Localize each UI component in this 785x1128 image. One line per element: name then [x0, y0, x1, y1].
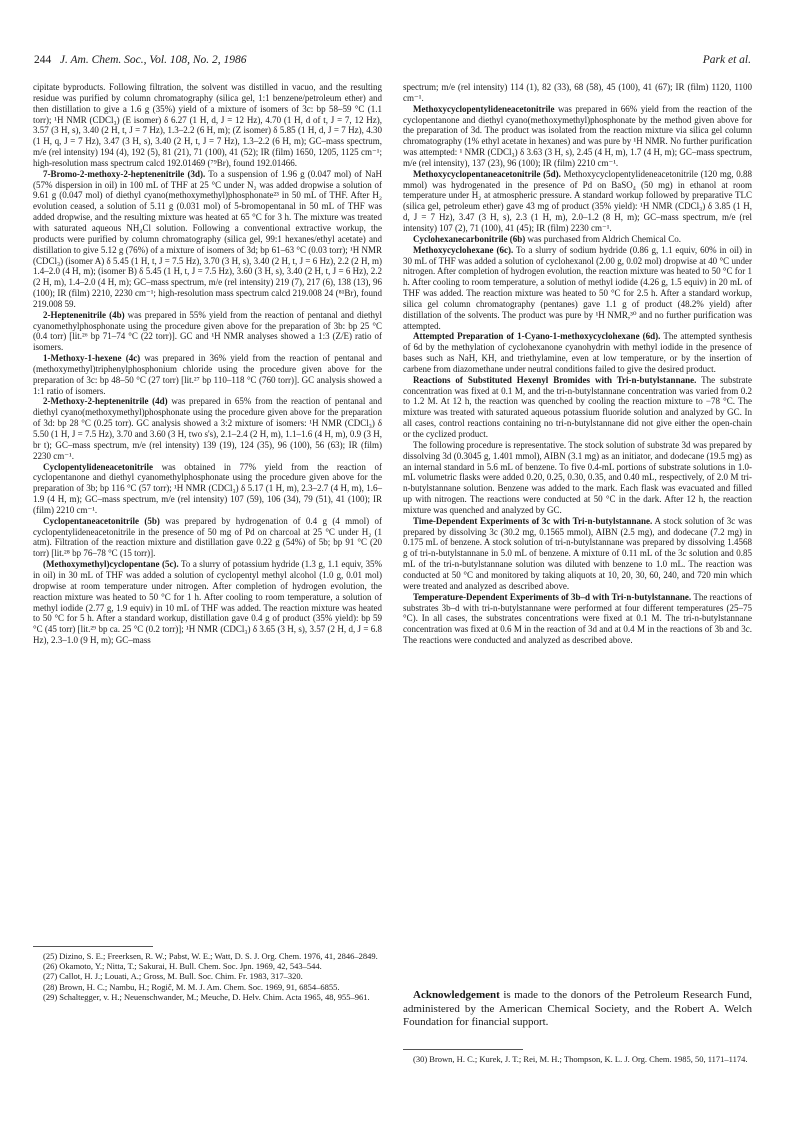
acknowledgement [403, 989, 752, 1030]
paragraph-heading: Cyclopentaneacetonitrile (5b) [43, 515, 160, 526]
paragraph-text: cipitate byproducts. Following filtration, the solvent was distilled in vacuo, and the resulting residue was purified by column chromatography (silica gel, 1:1 benzene/petroleum ether) and then distillation to give a 1.6 g (35%) yield of a mixture of isomers of 3c: bp 58–59 °C (1.1 torr); ¹H NMR (CDCl₃) (E isomer) δ 6.27 (1 H, d, J = 12 Hz), 4.70 (1 H, d of t, J = 7, 12 Hz), 3.57 (3 H, s), 3.40 (2 H, t, J = 7 Hz), 1.3–2.2 (6 H, m); (Z isomer) δ 5.85 (1 H, d, J = 7 Hz), 4.30 (1 H, q, J = 7 Hz), 3.47 (3 H, s), 3.40 (2 H, t, J = 7 Hz), 1.3–2.2 (6 H, m); GC–mass spectrum, m/e (rel intensity) 194 (4), 192 (5), 81 (21), 71 (100), 41 (52); IR (film) 1650, 1205, 1125 cm⁻¹; high-resolution mass spectrum calcd 192.01469 (⁷⁹Br), found 192.01466. [33, 82, 382, 168]
paragraph-heading: Methoxycyclohexane (6c). [413, 244, 514, 255]
paragraph-text: spectrum; m/e (rel intensity) 114 (1), 82 (33), 68 (58), 45 (100), 41 (67); IR (film) 1120, 1100 cm⁻¹. [403, 82, 752, 103]
paragraph [403, 82, 752, 104]
paragraph-text: was prepared in 36% yield from the reaction of pentanal and (methoxymethyl)triphenylphosphonium chloride using the procedure given above for the preparation of 3c: bp 48–50 °C (27 torr) [lit.²⁷ bp 110–118 °C (760 torr)]. GC analysis showed a 1:1 ratio of isomers. [33, 353, 382, 396]
paragraph [33, 559, 382, 646]
reference-item: (29) Schaltegger, v. H.; Neuenschwander, M.; Meuche, D. Helv. Chim. Acta 1965, 48, 955–961. [43, 991, 370, 1002]
paragraph-heading: 2-Heptenenitrile (4b) [43, 309, 125, 320]
paragraph [403, 592, 752, 646]
paragraph-text: The reactions of substrates 3b–d with tri-n-butylstannane were performed at four different temperatures (25–75 °C). In all cases, the substrates concentrations were fixed at 0.1 M. The tri-n-butylstannane concentration was fixed at 0.6 M in the reaction of 3d and at 0.4 M in the reactions of 3b and 3c. The reactions were conducted and analyzed as described above. [403, 591, 752, 646]
paragraph-text: was prepared in 65% from the reaction of pentanal and diethyl cyano(methoxymethyl)phosphonate using the procedure given above for the preparation of 3d: bp 28 °C (0.25 torr). GC analysis showed a 3:2 mixture of isomers: ¹H NMR (CDCl₃) δ 5.50 (1 H, J = 7.5 Hz), 3.70 and 3.60 (3 H, two s's), 2.1–2.4 (2 H, m), 1.1–1.6 (4 H, m), 0.9 (3 H, br t); GC–mass spectrum, m/e (rel intensity) 139 (19), 124 (35), 96 (100), 56 (63); IR (film) 2230 cm⁻¹. [33, 396, 383, 461]
paragraph-heading: Reactions of Substituted Hexenyl Bromides with Tri-n-butylstannane. [413, 374, 697, 385]
page-number: 244 [34, 54, 52, 66]
right-column [403, 82, 752, 646]
paragraph-heading: Attempted Preparation of 1-Cyano-1-methoxycyclohexane (6d). [413, 331, 661, 342]
paragraph [33, 82, 382, 169]
paragraph-heading: 7-Bromo-2-methoxy-2-heptenenitrile (3d). [43, 168, 206, 179]
paragraph [33, 462, 382, 516]
paragraph [33, 516, 382, 559]
paragraph-text: The attempted synthesis of 6d by the methylation of cyclohexanone cyanohydrin with methyl iodide in the presence of bases such as NaH, KH, and triethylamine, even at low temperature, or by the insertion of carbene from diazomethane under neutral conditions failed to give the desired product. [403, 331, 753, 374]
paragraph-text: To a slurry of sodium hydride (0.86 g, 1.1 equiv, 60% in oil) in 30 mL of THF was added a solution of cyclohexanol (2.00 g, 0.02 mol) dropwise at 40 °C under nitrogen. After completion of hydrogen evolution, the reaction mixture was heated to 50 °C for 1 h. After cooling to room temperature, a solution of methyl iodide (4.26 g, 1.5 equiv) in 20 mL of THF was added. The reaction mixture was heated to 50 °C for 2.5 h. After a standard workup, silica gel column chromatography (pentanes) gave 1.1 g of product (48.2% yield) after distillation of the solvents. The product was pure by ¹H NMR,³⁰ and no further purification was attempted. [403, 244, 752, 331]
paragraph-heading: 2-Methoxy-2-heptenenitrile (4d) [43, 396, 168, 407]
footnote-rule-right [403, 1049, 523, 1050]
paragraph-heading: 1-Methoxy-1-hexene (4c) [43, 353, 141, 364]
paragraph-text: To a suspension of 1.96 g (0.047 mol) of NaH (57% dispersion in oil) in 100 mL of THF at 25 °C under N₂ was added dropwise a solution of 9.61 g (0.047 mol) of diethyl cyano(methoxymethyl)phosphonate²³ in 50 mL of THF. After H₂ evolution ceased, a solution of 5.11 g (0.031 mol) of 5-bromopentanal in 50 mL of THF was added dropwise, and the resulting mixture was heated at 65 °C for 3 h. The mixture was treated with saturated aqueous NH₄Cl solution. Following a conventional extractive workup, the products were purified by column chromatography (silica gel, 99:1 hexanes/ethyl acetate) and distillation to give 5.12 g (76%) of a mixture of isomers of 3d; bp 61–63 °C (0.03 torr); ¹H NMR (CDCl₃) (isomer A) δ 5.45 (1 H, t, J = 7.5 Hz), 3.70 (3 H, s), 3.40 (2 H, t, J = 6 Hz), 2.2 (2 H, m) 1.4–2.0 (4 H, m); (isomer B) δ 5.45 (1 H, t, J = 7.5 Hz), 3.60 (3 H, s), 3.40 (2 H, t, J = 6 Hz), 2.2 (2 H, m), 1.4–2.0 (4 H, m); GC–mass spectrum, m/e (rel intensity) 219 (7), 217 (6), 138 (13), 96 (100); IR (film) 2210, 2230 cm⁻¹; high-resolution mass spectrum calcd 219.008 24 (⁸¹Br), found 219.008 59. [33, 168, 382, 309]
paragraph-text: Methoxycyclopentylideneacetonitrile (120 mg, 0.88 mmol) was hydrogenated in the presence of Pd on BaSO₄ (50 mg) in ethanol at room temperature under H₂ at atmospheric pressure. A standard workup followed by preparative TLC (silica gel, petroleum ether) gave 43 mg of product (35% yield): ¹H NMR (CDCl₃) δ 3.85 (1 H, d, J = 7 Hz), 3.47 (3 H, s), 2.3 (1 H, m), 2.0–1.2 (8 H, m); GC–mass spectrum, m/e (rel intensity) 107 (2), 71 (100), 41 (45); IR (film) 2230 cm⁻¹. [403, 168, 753, 233]
paragraph [33, 396, 382, 461]
footnote-rule-left [33, 946, 153, 947]
paragraph-heading: Cyclopentylideneacetonitrile [43, 461, 153, 472]
paragraph-heading: Methoxycyclopentylideneacetonitrile [413, 103, 555, 114]
references-right [403, 1054, 752, 1064]
paragraph-text: was prepared by hydrogenation of 0.4 g (4 mmol) of cyclopentylideneacetonitrile in the presence of 50 mg of Pd on charcoal at 25 °C under H₂ (1 atm). Filtration of the reaction mixture and distillation gave 0.22 g (54%) of 5b; bp 91 °C (20 torr) [lit.²⁸ bp 76–78 °C (15 torr)]. [33, 515, 383, 559]
paragraph-text: The following procedure is representative. The stock solution of substrate 3d was prepared by dissolving 3d (0.3045 g, 1.401 mmol), AIBN (3.1 mg) as an initiator, and dodecane (19.5 mg) as an internal standard in 5.6 mL of benzene. To five 0.4-mL portions of substrate solutions in 1.0-mL volumetric flasks were added 0.20, 0.25, 0.30, 0.35, and 0.40 mL, respectively, of 2.0 M tri-n-butylstannane solution. Benzene was added to the mark. Each flask was evacuated and filled up with nitrogen. The reactions were conducted at 50 °C in the dark. After 12 h, the reaction mixture was quenched and analyzed by GC. [403, 439, 752, 515]
paragraph [403, 234, 752, 245]
paragraph-text: was obtained in 77% yield from the reaction of cyclopentanone and diethyl cyanomethylphosphonate using the procedure given above for the preparation of 3b; bp 116 °C (57 torr); ¹H NMR (CDCl₃) δ 5.17 (1 H, m), 2.3–2.7 (4 H, m), 1.6–1.9 (4 H, m); GC–mass spectrum, m/e (rel intensity) 107 (59), 106 (34), 79 (51), 41 (100); IR (film) 2210 cm⁻¹. [33, 461, 383, 515]
paragraph [403, 245, 752, 332]
paragraph [33, 169, 382, 310]
paragraph [33, 310, 382, 353]
reference-item: (26) Okamoto, Y.; Nitta, T.; Sakurai, H. Bull. Chem. Soc. Jpn. 1969, 42, 543–544. [43, 961, 322, 972]
paragraph-text: A stock solution of 3c was prepared by dissolving 3c (30.2 mg, 0.1565 mmol), AIBN (2.5 mg), and dodecane (7.2 mg) in 0.175 mL of benzene. A stock solution of tri-n-butylstannane was prepared by dissolving 1.4568 g of tri-n-butylstannane in 5.0 mL of benzene. A mixture of 0.11 mL of the 3c solution and 0.85 mL of the tri-n-butylstannane solution was diluted with benzene to 1.0 mL. The reaction was conducted at 50 °C and monitored by taking aliquots at 10, 20, 30, 60, 240, and 720 min which were treated and analyzed as described above. [403, 515, 752, 591]
reference-item: (28) Brown, H. C.; Nambu, H.; Rogič, M. M. J. Am. Chem. Soc. 1969, 91, 6854–6855. [43, 981, 340, 992]
paragraph-heading: Methoxycyclopentaneacetonitrile (5d). [413, 168, 561, 179]
paragraph [403, 440, 752, 516]
header-authors: Park et al. [702, 54, 751, 66]
paragraph-text: The substrate concentration was fixed at 0.1 M, and the tri-n-butylstannane concentration was varied from 0.2 to 1.2 M. At 12 h, the reaction was quenched by cooling the reaction mixture to −78 °C. The mixture was treated with saturated aqueous potassium fluoride solution and analyzed by GC. In all cases, control reactions containing no tri-n-butylstannane did not give either the open-chain or the cyclized product. [403, 374, 753, 439]
reference-item: (25) Dizino, S. E.; Freerksen, R. W.; Pabst, W. E.; Watt, D. S. J. Org. Chem. 1976, 41, 2846–2849. [43, 951, 378, 961]
left-column [33, 82, 382, 646]
acknowledgement-text: is made to the donors of the Petroleum Research Fund, administered by the American Chemical Society, and the Robert A. Welch Foundation for financial support. [403, 989, 752, 1028]
paragraph [403, 375, 752, 440]
paragraph-heading: Time-Dependent Experiments of 3c with Tri-n-butylstannane. [413, 515, 653, 526]
paragraph [403, 104, 752, 169]
paragraph [403, 516, 752, 592]
paragraph-heading: Temperature-Dependent Experiments of 3b–d with Tri-n-butylstannane. [413, 591, 692, 602]
paragraph-text: To a slurry of potassium hydride (1.3 g, 1.1 equiv, 35% in oil) in 30 mL of THF was added a solution of cyclopentyl methyl alcohol (1.0 g, 0.01 mol) dropwise at room temperature under nitrogen. After completion of hydrogen evolution, the reaction mixture was heated to 50 °C for 1 h. After cooling to room temperature, a solution of methyl iodide (2.77 g, 1.9 equiv) in 10 mL of THF was added. The reaction mixture was heated to 50 °C for 5 h. After a standard workup, distillation gave 0.4 g of product (35% yield): bp 59 °C (45 torr) [lit.²⁹ bp ca. 25 °C (0.2 torr)]; ¹H NMR (CDCl₃) δ 3.65 (3 H, s), 3.57 (2 H, d, J = 6.8 Hz), 2.3–1.0 (9 H, m); GC–mass [33, 559, 382, 646]
paragraph-text: was prepared in 55% yield from the reaction of pentanal and diethyl cyanomethylphosphonate using the procedure given above for the preparation of 3b: bp 25 °C (0.4 torr) [lit.²⁶ bp 71–74 °C (22 torr)]. GC and ¹H NMR analyses showed a 1:3 (Z/E) ratio of isomers. [33, 309, 383, 353]
references-left [33, 951, 382, 1002]
page-header [34, 54, 751, 70]
header-left [34, 54, 247, 66]
paragraph-heading: Cyclohexanecarbonitrile (6b) [413, 233, 526, 244]
paragraph-heading: (Methoxymethyl)cyclopentane (5c). [43, 559, 179, 570]
paragraph-text: was purchased from Aldrich Chemical Co. [527, 233, 681, 244]
reference-item: (27) Callot, H. J.; Louati, A.; Gross, M. Bull. Soc. Chim. Fr. 1983, 317–320. [43, 971, 303, 982]
paragraph-text: was prepared in 66% yield from the reaction of the cyclopentanone and diethyl cyano(methoxymethyl)phosphonate by the method given above for the preparation of 3d. The product was isolated from the reaction mixture via silica gel column chromatography (1% ethyl acetate in hexanes) and was pure by ¹H NMR. No further purification was attempted: ¹ NMR (CDCl₃) δ 3.63 (3 H, s), 2.45 (4 H, m), 1.7 (4 H, m); GC–mass spectrum, m/e (rel intensity), 137 (23), 96 (100); IR (film) 2210 cm⁻¹. [403, 103, 753, 168]
paragraph [403, 169, 752, 234]
reference-item: (30) Brown, H. C.; Kurek, J. T.; Rei, M. H.; Thompson, K. L. J. Org. Chem. 1985, 50, 1171–1174. [413, 1054, 748, 1064]
acknowledgement-title: Acknowledgement [413, 989, 500, 1001]
paragraph [33, 353, 382, 396]
paragraph [403, 331, 752, 374]
journal-citation: J. Am. Chem. Soc., Vol. 108, No. 2, 1986 [59, 54, 247, 66]
